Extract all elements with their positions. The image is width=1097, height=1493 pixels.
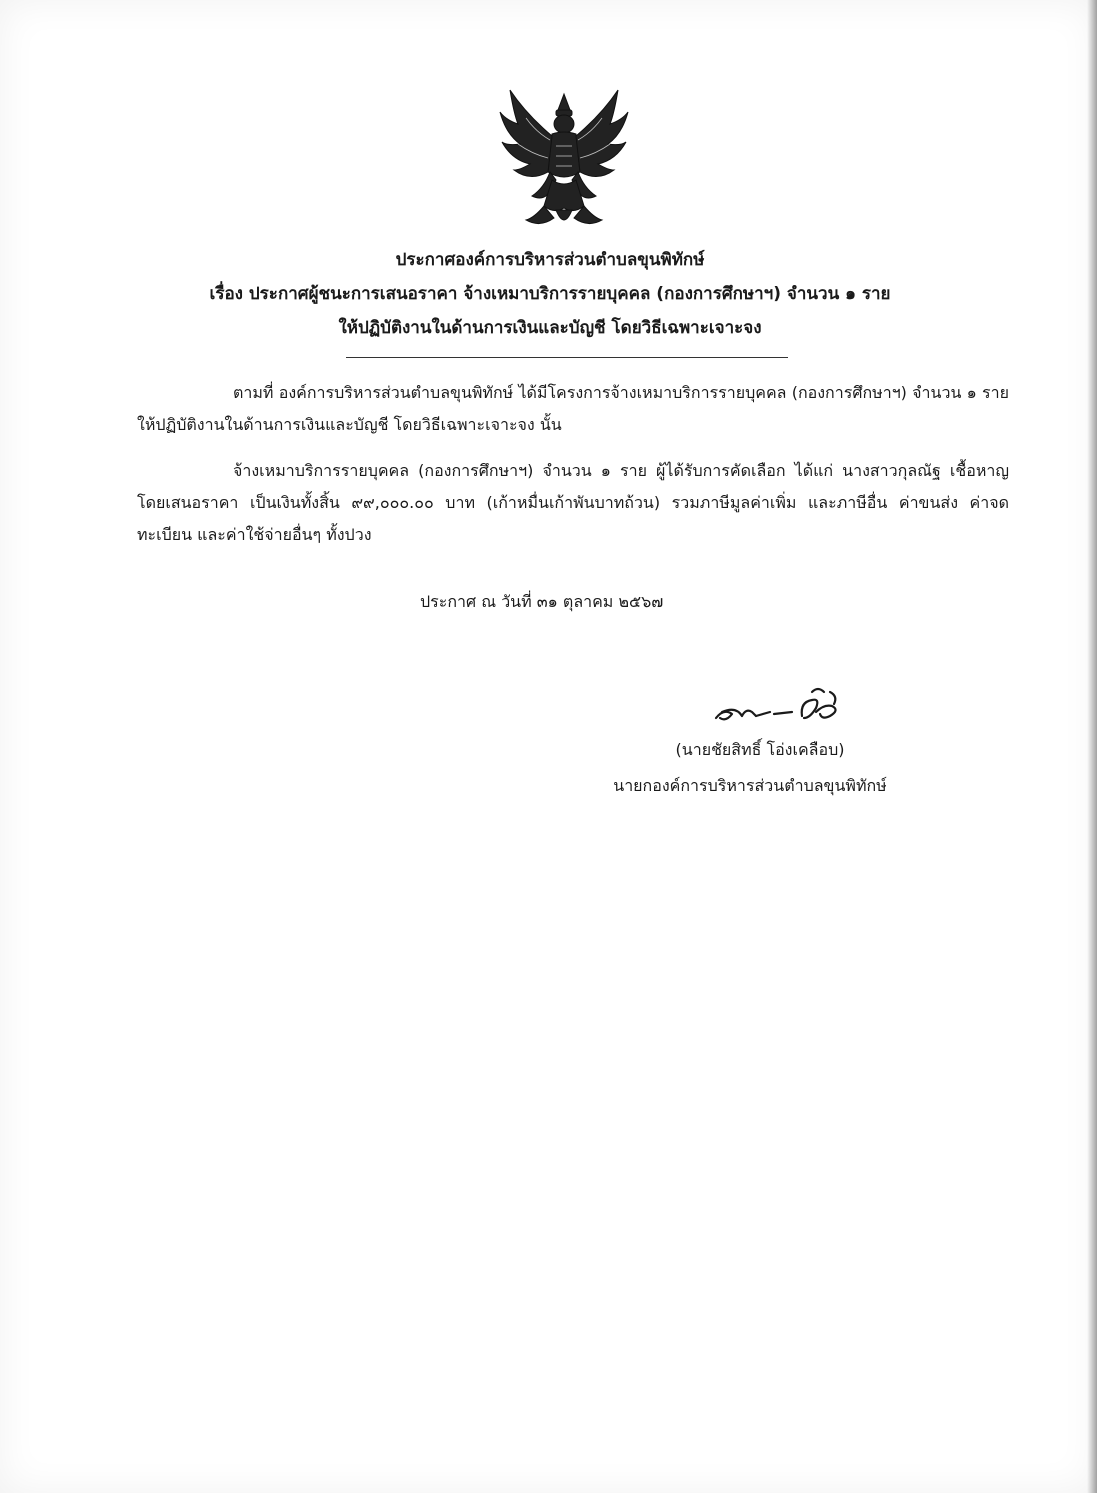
paragraph-1-text: ตามที่ องค์การบริหารส่วนตำบลขุนพิทักษ์ ได้มีโครงการจ้างเหมาบริการรายบุคคล (กองการศึกษาฯ) จำนวน ๑ ราย ให้ปฏิบัติงานในด้านการเงินและบัญชี โดยวิธีเฉพาะเจาะจง นั้น — [137, 383, 1009, 434]
header-divider — [346, 357, 788, 358]
signer-name: (นายชัยสิทธิ์ โอ่งเคลือบ) — [675, 740, 845, 759]
document-header — [100, 243, 1000, 345]
paragraph-2 — [137, 455, 1009, 551]
paragraph-1 — [137, 377, 1009, 441]
announcement-date: ประกาศ ณ วันที่ ๓๑ ตุลาคม ๒๕๖๗ — [420, 592, 664, 611]
header-subject-continued: ให้ปฏิบัติงานในด้านการเงินและบัญชี โดยวิธีเฉพาะเจาะจง — [338, 318, 762, 338]
header-title: ประกาศองค์การบริหารส่วนตำบลขุนพิทักษ์ — [395, 250, 705, 270]
header-subject: เรื่อง ประกาศผู้ชนะการเสนอราคา จ้างเหมาบริการรายบุคคล (กองการศึกษาฯ) จำนวน ๑ ราย — [209, 284, 891, 304]
garuda-emblem-icon — [496, 84, 632, 232]
signer-position: นายกองค์การบริหารส่วนตำบลขุนพิทักษ์ — [613, 776, 887, 795]
paragraph-2-text: จ้างเหมาบริการรายบุคคล (กองการศึกษาฯ) จำนวน ๑ ราย ผู้ได้รับการคัดเลือก ได้แก่ นางสาวกุลณัฐ เชื้อหาญ โดยเสนอราคา เป็นเงินทั้งสิ้น ๙๙,๐๐๐.๐๐ บาท (เก้าหมื่นเก้าพันบาทถ้วน) รวมภาษีมูลค่าเพิ่ม และภาษีอื่น ค่าขนส่ง ค่าจดทะเบียน และค่าใช้จ่ายอื่นๆ ทั้งปวง — [137, 461, 1009, 544]
handwritten-signature-icon — [712, 682, 852, 730]
page-edge-shadow — [1087, 0, 1097, 1493]
